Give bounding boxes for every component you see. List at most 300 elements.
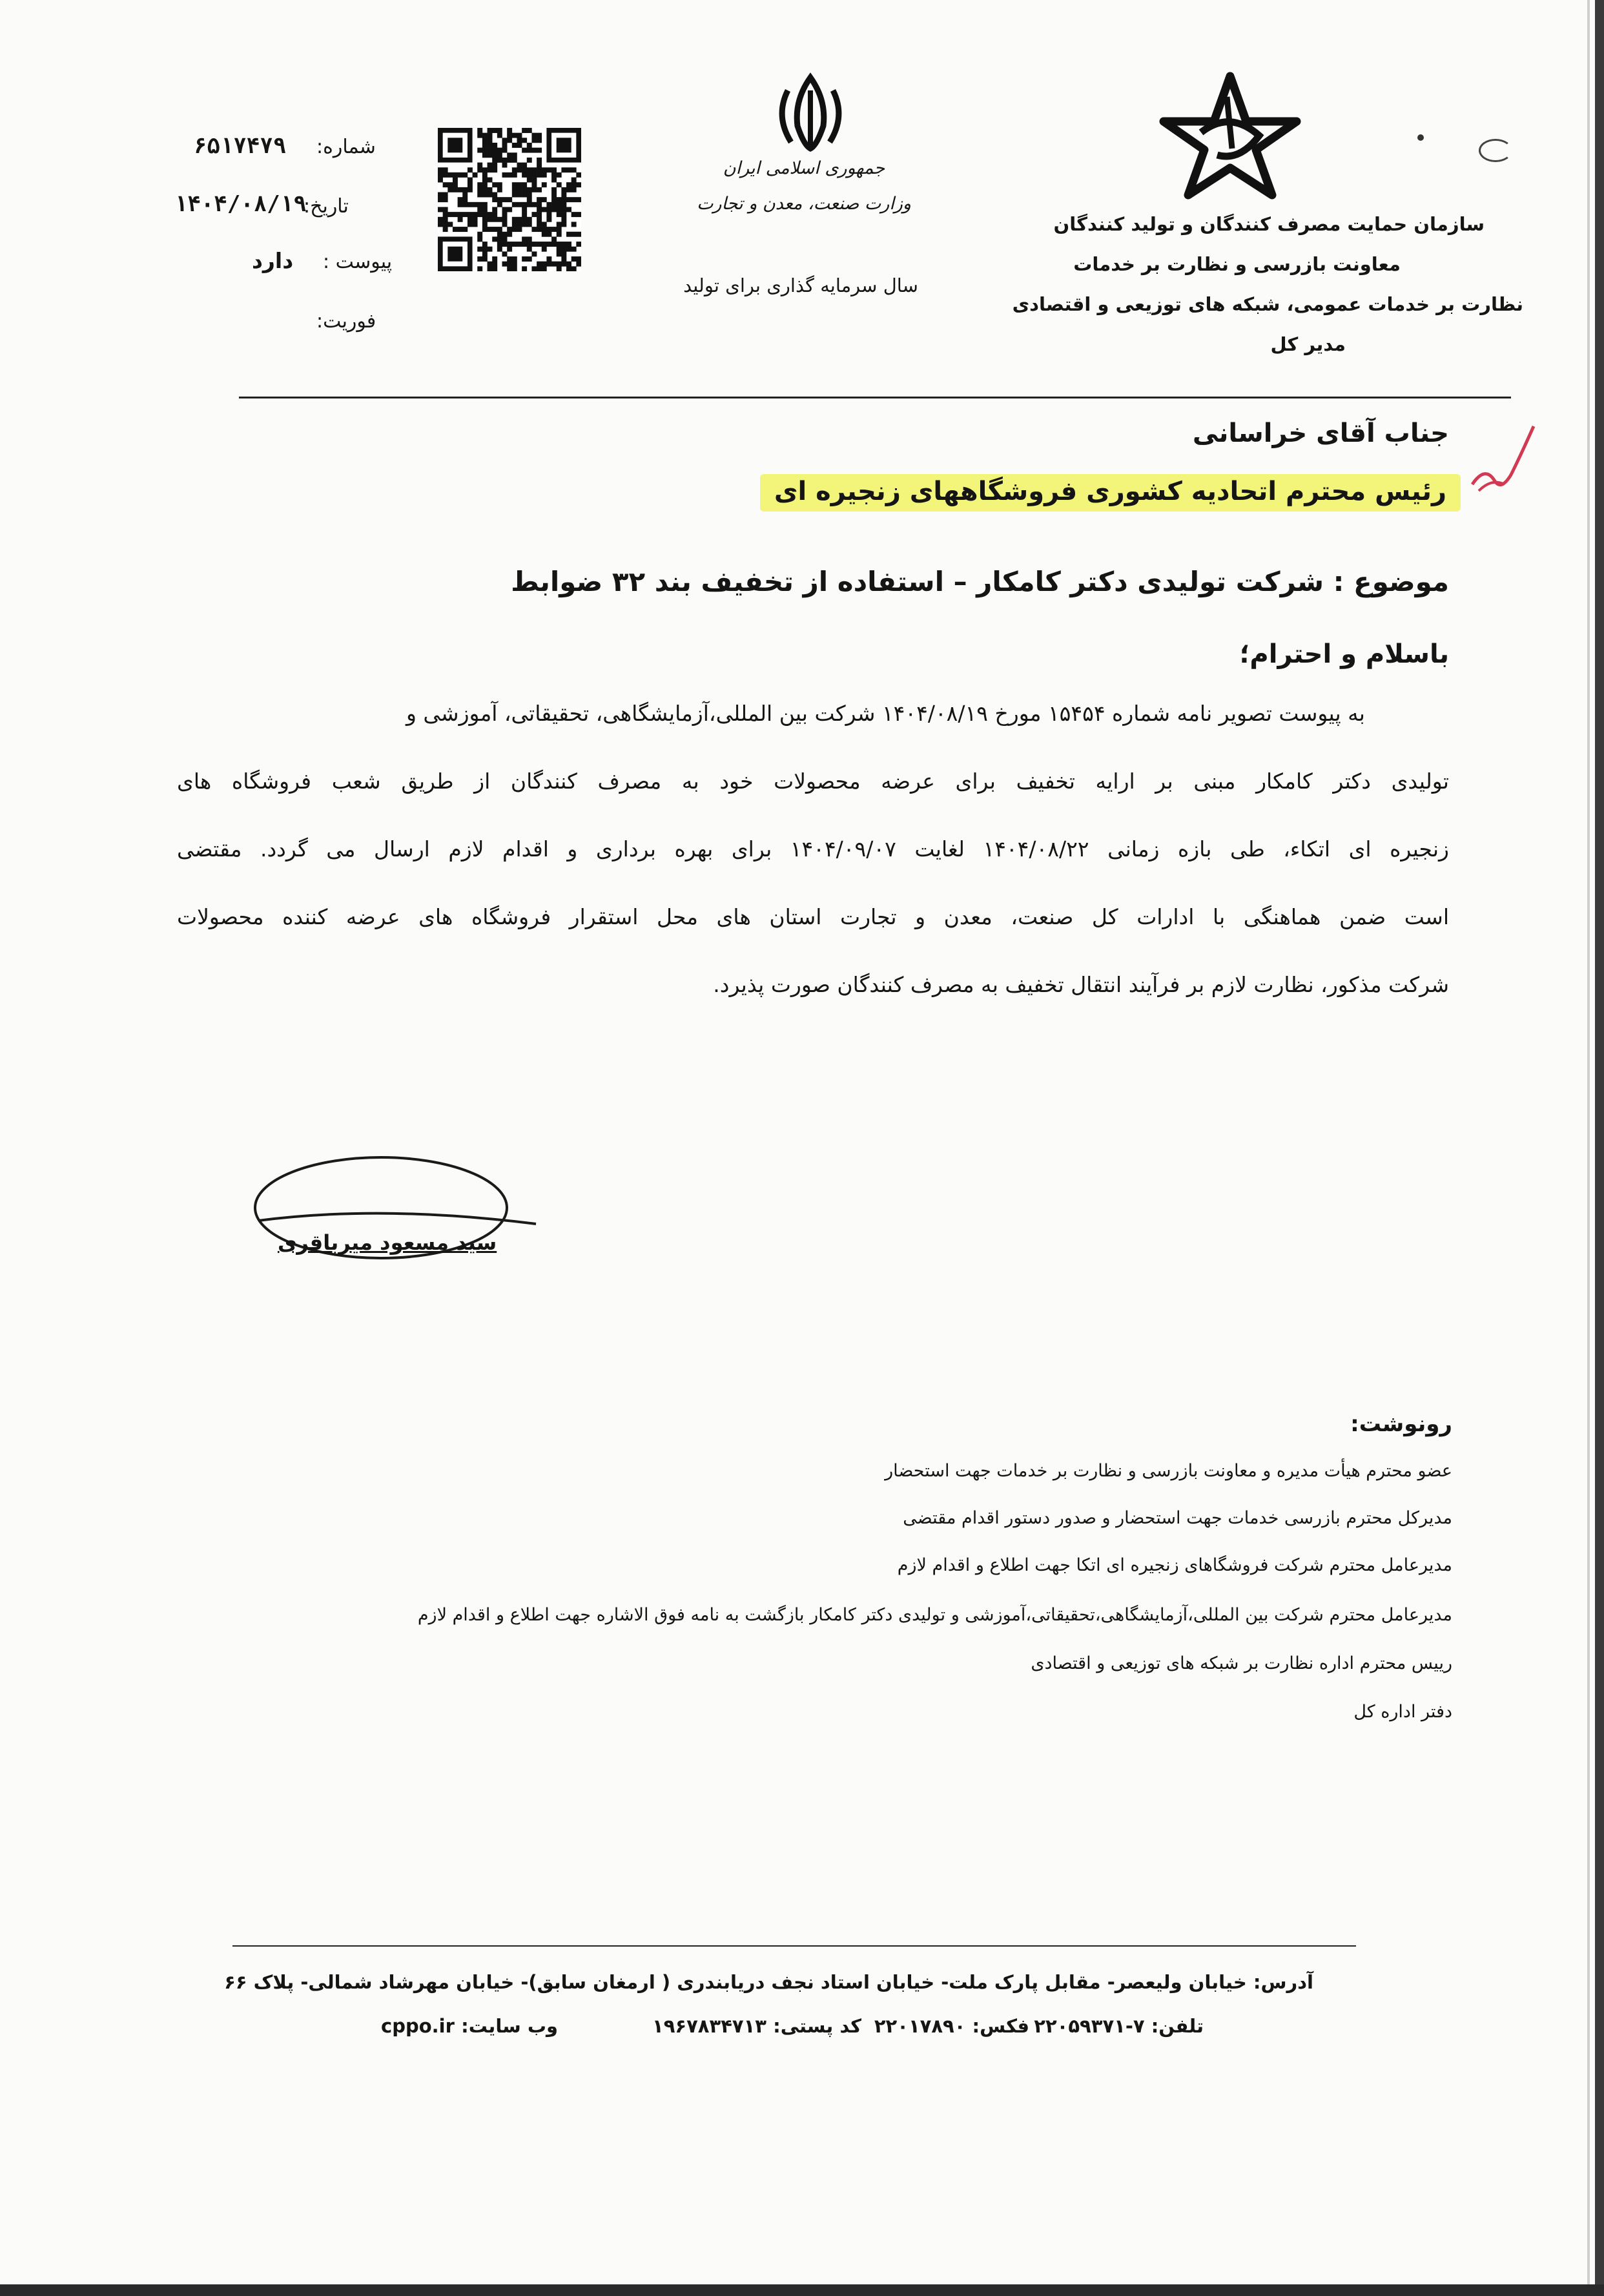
qr-module [537, 172, 542, 178]
qr-module [443, 217, 448, 222]
qr-module [482, 187, 488, 192]
qr-module [482, 167, 488, 172]
footer-postal-code: کد پستی: ۱۹۶۷۸۳۴۷۱۳ [652, 2015, 861, 2037]
emblem-caption-republic: جمهوری اسلامی ایران [723, 158, 885, 178]
qr-module [502, 242, 508, 247]
qr-module [576, 197, 581, 202]
qr-code-graphic [438, 128, 581, 271]
qr-module [473, 172, 478, 178]
qr-module [468, 212, 473, 217]
qr-module [497, 242, 502, 247]
qr-module [477, 266, 482, 271]
qr-module [566, 207, 571, 212]
qr-module [512, 256, 517, 262]
footer-address: آدرس: خیابان ولیعصر- مقابل پارک ملت- خیابان استاد نجف دریابندری ( ارمغان سابق)- خیابان مهرشاد شمالی- پلاک ۶۶ [224, 1971, 1313, 1993]
qr-module [527, 128, 532, 133]
qr-module [512, 187, 517, 192]
qr-module [492, 227, 497, 232]
qr-module [546, 232, 551, 237]
qr-module [522, 138, 527, 143]
footer-divider [232, 1945, 1356, 1947]
pen-check-mark-icon [1466, 420, 1537, 504]
qr-module [537, 222, 542, 227]
qr-module [542, 242, 547, 247]
qr-module [488, 133, 493, 138]
qr-module [447, 187, 453, 192]
qr-module [531, 138, 537, 143]
qr-module [557, 251, 562, 256]
qr-module [477, 187, 482, 192]
qr-module [551, 172, 557, 178]
qr-module [527, 172, 532, 178]
body-line-4: است ضمن هماهنگی با ادارات کل صنعت، معدن و تجارت استان های محل استقرار فروشگاه های عرضه کننده محصولات [177, 904, 1449, 929]
qr-module [443, 227, 448, 232]
qr-module [497, 217, 502, 222]
qr-module [502, 138, 508, 143]
iran-emblem-icon [768, 71, 852, 155]
qr-module [512, 167, 517, 172]
qr-module [561, 212, 566, 217]
qr-module [531, 266, 537, 271]
qr-module [566, 262, 571, 267]
qr-module [462, 212, 468, 217]
qr-module [512, 152, 517, 158]
qr-module [477, 182, 482, 187]
qr-module [576, 232, 581, 237]
qr-module [522, 242, 527, 247]
qr-module [438, 172, 443, 178]
qr-module [482, 152, 488, 158]
qr-module [566, 232, 571, 237]
qr-module [551, 187, 557, 192]
qr-module [551, 202, 557, 207]
cc-title: رونوشت: [1350, 1411, 1452, 1437]
qr-module [537, 207, 542, 212]
qr-module [531, 178, 537, 183]
addressee-name: جناب آقای خراسانی [1192, 419, 1449, 448]
qr-module [542, 262, 547, 267]
qr-module [566, 266, 571, 271]
qr-module [488, 262, 493, 267]
qr-module [438, 167, 443, 172]
qr-module [502, 172, 508, 178]
qr-module [522, 256, 527, 262]
qr-module [531, 227, 537, 232]
qr-module [507, 133, 512, 138]
qr-module [537, 212, 542, 217]
qr-module [468, 178, 473, 183]
qr-module [517, 133, 522, 138]
qr-module [517, 138, 522, 143]
qr-module [527, 236, 532, 242]
qr-module [522, 182, 527, 187]
qr-module [576, 212, 581, 217]
qr-module [517, 242, 522, 247]
body-line-1 [177, 701, 1449, 726]
qr-module [458, 212, 463, 217]
footer-website-link[interactable]: cppo.ir [381, 2015, 455, 2037]
qr-module [492, 158, 497, 163]
qr-module [443, 192, 448, 198]
body-line-5: شرکت مذکور، نظارت لازم بر فرآیند انتقال تخفیف به مصرف کنندگان صورت پذیرد. [713, 972, 1449, 997]
qr-module [551, 262, 557, 267]
qr-module [477, 212, 482, 217]
qr-module [497, 236, 502, 242]
qr-module [551, 192, 557, 198]
qr-module [517, 202, 522, 207]
qr-module [497, 148, 502, 153]
qr-module [502, 143, 508, 148]
qr-module [492, 128, 497, 133]
qr-module [462, 192, 468, 198]
qr-module [522, 212, 527, 217]
qr-module [561, 247, 566, 252]
qr-module [488, 163, 493, 168]
qr-module [546, 212, 551, 217]
qr-module [502, 222, 508, 227]
qr-module [497, 232, 502, 237]
qr-module [507, 242, 512, 247]
qr-module [447, 222, 453, 227]
qr-module [571, 247, 577, 252]
qr-module [507, 138, 512, 143]
qr-module [551, 197, 557, 202]
qr-module [458, 202, 463, 207]
qr-module [488, 192, 493, 198]
qr-module [561, 202, 566, 207]
qr-module [482, 148, 488, 153]
qr-module [468, 187, 473, 192]
qr-module [561, 251, 566, 256]
qr-module [497, 197, 502, 202]
qr-module [458, 187, 463, 192]
qr-module [522, 217, 527, 222]
qr-module [512, 227, 517, 232]
qr-module [438, 197, 443, 202]
qr-module [443, 197, 448, 202]
cc-item-6: دفتر اداره کل [1353, 1702, 1452, 1722]
qr-module [502, 212, 508, 217]
qr-module [542, 182, 547, 187]
qr-module [492, 143, 497, 148]
qr-module [477, 128, 482, 133]
qr-module [477, 207, 482, 212]
qr-module [512, 192, 517, 198]
qr-code [438, 128, 581, 271]
qr-module [473, 212, 478, 217]
qr-module [502, 163, 508, 168]
date-label: تاریخ: [303, 195, 349, 218]
qr-module [482, 202, 488, 207]
qr-module [522, 163, 527, 168]
scan-edge-right [1595, 0, 1604, 2296]
qr-module [492, 217, 497, 222]
qr-module [571, 222, 577, 227]
qr-module [458, 217, 463, 222]
qr-module [477, 247, 482, 252]
qr-module [557, 262, 562, 267]
qr-module [522, 128, 527, 133]
qr-module [482, 133, 488, 138]
qr-module [462, 202, 468, 207]
qr-module [482, 207, 488, 212]
qr-module [527, 242, 532, 247]
signatory-name: سید مسعود میرباقری [278, 1230, 497, 1255]
qr-module [537, 163, 542, 168]
qr-module [447, 182, 453, 187]
qr-module [566, 247, 571, 252]
qr-module [438, 217, 443, 222]
qr-module [537, 217, 542, 222]
qr-module [492, 207, 497, 212]
qr-module [497, 133, 502, 138]
qr-module [542, 227, 547, 232]
qr-module [546, 262, 551, 267]
qr-module [453, 182, 458, 187]
qr-module [468, 182, 473, 187]
qr-module [438, 222, 443, 227]
qr-module [561, 197, 566, 202]
qr-module [576, 172, 581, 178]
qr-module [512, 262, 517, 267]
qr-module [561, 167, 566, 172]
qr-module [507, 266, 512, 271]
addressee-title-highlight: رئیس محترم اتحادیه کشوری فروشگاههای زنجیره ای [760, 474, 1461, 512]
qr-module [527, 143, 532, 148]
qr-module [492, 148, 497, 153]
qr-module [517, 167, 522, 172]
qr-module [571, 232, 577, 237]
qr-module [522, 207, 527, 212]
qr-module [482, 247, 488, 252]
qr-module [517, 222, 522, 227]
qr-module [557, 212, 562, 217]
qr-module [482, 178, 488, 183]
qr-module [546, 167, 551, 172]
qr-module [551, 236, 557, 242]
qr-module [557, 197, 562, 202]
qr-module [447, 172, 453, 178]
qr-module [477, 163, 482, 168]
scan-speck-hole [1479, 139, 1512, 162]
qr-module [512, 266, 517, 271]
urgency-label: فوریت: [316, 310, 376, 333]
qr-module [453, 178, 458, 183]
qr-module [557, 182, 562, 187]
qr-finder-pattern [447, 247, 462, 262]
qr-module [561, 217, 566, 222]
qr-module [537, 167, 542, 172]
qr-module [492, 236, 497, 242]
qr-module [542, 197, 547, 202]
qr-module [502, 207, 508, 212]
qr-module [488, 178, 493, 183]
scan-edge-bottom [0, 2284, 1604, 2296]
qr-module [507, 262, 512, 267]
qr-module [512, 182, 517, 187]
qr-module [453, 187, 458, 192]
qr-module [537, 158, 542, 163]
qr-module [522, 202, 527, 207]
qr-module [488, 266, 493, 271]
qr-module [482, 182, 488, 187]
qr-module [482, 251, 488, 256]
qr-module [458, 172, 463, 178]
qr-module [497, 202, 502, 207]
qr-module [531, 133, 537, 138]
qr-module [517, 217, 522, 222]
qr-module [566, 187, 571, 192]
qr-module [477, 133, 482, 138]
qr-module [497, 187, 502, 192]
qr-module [477, 167, 482, 172]
qr-module [477, 232, 482, 237]
emblem-caption-ministry: وزارت صنعت، معدن و تجارت [697, 194, 911, 214]
qr-module [482, 172, 488, 178]
qr-module [468, 167, 473, 172]
qr-module [492, 192, 497, 198]
qr-module [512, 158, 517, 163]
qr-module [527, 247, 532, 252]
qr-module [537, 266, 542, 271]
qr-module [576, 262, 581, 267]
attachment-label: پیوست : [323, 251, 393, 273]
qr-module [557, 266, 562, 271]
date-value: ۱۴۰۴/۰۸/۱۹ [174, 191, 307, 217]
qr-module [512, 172, 517, 178]
qr-module [527, 256, 532, 262]
qr-module [488, 217, 493, 222]
qr-module [531, 212, 537, 217]
qr-module [546, 217, 551, 222]
qr-module [571, 178, 577, 183]
qr-module [502, 197, 508, 202]
qr-module [488, 167, 493, 172]
qr-module [453, 212, 458, 217]
qr-module [502, 158, 508, 163]
footer-phone: تلفن: ۷-۲۲۰۵۹۳۷۱ [1034, 2015, 1204, 2037]
org-deputy: معاونت بازرسی و نظارت بر خدمات [1073, 253, 1401, 275]
cc-item-5: رییس محترم اداره نظارت بر شبکه های توزیعی و اقتصادی [1031, 1653, 1452, 1673]
qr-module [438, 178, 443, 183]
qr-module [557, 227, 562, 232]
qr-module [537, 242, 542, 247]
qr-module [477, 236, 482, 242]
qr-module [551, 178, 557, 183]
org-division: نظارت بر خدمات عمومی، شبکه های توزیعی و اقتصادی [1012, 293, 1523, 315]
qr-module [542, 266, 547, 271]
qr-module [522, 236, 527, 242]
qr-module [576, 256, 581, 262]
qr-module [522, 192, 527, 198]
qr-module [482, 227, 488, 232]
qr-module [561, 187, 566, 192]
qr-module [507, 227, 512, 232]
year-slogan: سال سرمایه گذاری برای تولید [683, 274, 918, 296]
qr-finder-pattern [557, 138, 571, 152]
qr-module [517, 163, 522, 168]
qr-module [571, 266, 577, 271]
qr-module [531, 202, 537, 207]
qr-module [551, 207, 557, 212]
qr-module [527, 192, 532, 198]
qr-module [492, 197, 497, 202]
qr-module [517, 182, 522, 187]
salutation: باسلام و احترام؛ [1239, 639, 1449, 669]
qr-module [527, 197, 532, 202]
qr-module [531, 242, 537, 247]
qr-module [502, 232, 508, 237]
qr-module [488, 187, 493, 192]
qr-module [542, 222, 547, 227]
qr-module [537, 197, 542, 202]
qr-module [531, 182, 537, 187]
qr-module [482, 212, 488, 217]
qr-module [477, 202, 482, 207]
qr-module [507, 128, 512, 133]
qr-module [438, 192, 443, 198]
qr-module [522, 187, 527, 192]
qr-module [522, 266, 527, 271]
qr-module [557, 222, 562, 227]
qr-module [488, 227, 493, 232]
qr-module [537, 202, 542, 207]
qr-module [527, 148, 532, 153]
qr-module [542, 172, 547, 178]
qr-module [527, 202, 532, 207]
footer-website-label: وب سایت: [461, 2015, 558, 2037]
qr-module [502, 148, 508, 153]
number-label: شماره: [316, 136, 376, 158]
qr-module [542, 247, 547, 252]
scan-edge-line [1587, 0, 1590, 2296]
org-role: مدیر کل [1270, 333, 1346, 355]
qr-module [497, 152, 502, 158]
qr-module [492, 152, 497, 158]
qr-module [507, 152, 512, 158]
qr-module [497, 158, 502, 163]
qr-module [473, 202, 478, 207]
qr-module [512, 133, 517, 138]
qr-module [517, 227, 522, 232]
qr-module [576, 182, 581, 187]
qr-module [497, 247, 502, 252]
qr-module [546, 227, 551, 232]
qr-module [566, 197, 571, 202]
qr-module [551, 167, 557, 172]
qr-module [546, 207, 551, 212]
qr-module [531, 251, 537, 256]
qr-module [502, 251, 508, 256]
cc-item-4: مدیرعامل محترم شرکت بین المللی،آزمایشگاهی،تحقیقاتی،آموزشی و تولیدی دکتر کامکار بازگشت به نامه فوق الاشاره جهت اطلاع و اقدام لازم [417, 1605, 1452, 1625]
qr-module [443, 167, 448, 172]
qr-module [492, 256, 497, 262]
qr-module [527, 178, 532, 183]
qr-module [458, 197, 463, 202]
qr-module [482, 242, 488, 247]
qr-module [571, 197, 577, 202]
qr-module [531, 187, 537, 192]
qr-module [492, 212, 497, 217]
qr-module [566, 182, 571, 187]
qr-module [527, 187, 532, 192]
qr-module [527, 222, 532, 227]
qr-module [546, 242, 551, 247]
attachment-value: دارد [252, 248, 294, 273]
qr-module [551, 242, 557, 247]
qr-module [453, 227, 458, 232]
qr-module [517, 143, 522, 148]
